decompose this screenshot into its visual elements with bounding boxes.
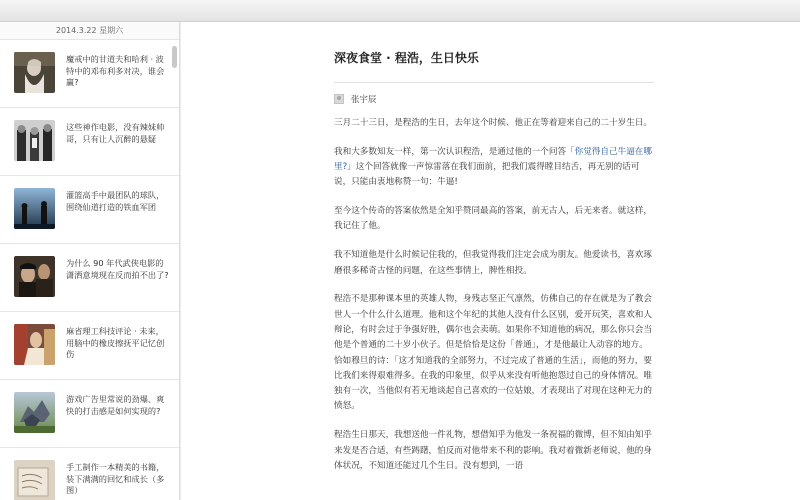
title-divider [334, 82, 654, 83]
article [334, 22, 652, 474]
thumbnail-wuxia [14, 256, 55, 297]
article-list-sidebar [0, 22, 180, 500]
list-item-title: 灌篮高手中最团队的球队，围绕仙道打造的铁血军团 [66, 190, 165, 212]
author-avatar[interactable] [334, 94, 344, 104]
thumbnail-slam-dunk [14, 188, 55, 229]
thumbnail-gandalf [14, 52, 55, 93]
author-row [334, 92, 652, 106]
list-item[interactable] [0, 108, 179, 176]
author-name[interactable]: 张宇辰 [351, 95, 377, 105]
article-pane [181, 22, 800, 500]
list-item[interactable] [0, 176, 179, 244]
list-item-title: 游戏广告里常说的劲爆、爽快的打击感是如何实现的? [66, 394, 165, 416]
article-paragraph [334, 145, 652, 191]
paragraph-text: 我和大多数知友一样，第一次认识程浩，是通过他的一个问答「 [334, 146, 575, 157]
thumbnail-game [14, 392, 55, 433]
paragraph-text: 」这个回答就像一声惊雷落在我们面前，把我们震得瞠目结舌，再无别的话可说，只能由衷地称赞一句：牛逼! [334, 162, 640, 188]
thumbnail-movie-men [14, 120, 55, 161]
article-paragraph: 我不知道他是什么时候记住我的，但我觉得我们注定会成为朋友。他爱读书，喜欢琢磨很多稀奇古怪的问题，在这些事情上，脾性相投。 [334, 250, 652, 276]
article-paragraph: 三月二十三日，是程浩的生日，去年这个时候、他正在等着迎来自己的二十岁生日。 [334, 118, 652, 128]
list-item[interactable] [0, 312, 179, 380]
list-item[interactable] [0, 244, 179, 312]
list-item-title: 这些神作电影，没有辣妹帅哥，只有让人沉醉的悬疑 [66, 122, 165, 144]
list-item-title: 手工制作一本精美的书籍，装下满满的回忆和成长（多图） [66, 462, 165, 495]
list-item-title: 为什么 90 年代武侠电影的潇洒意境现在反而拍不出了? [66, 258, 169, 280]
list-item-title: 魔戒中的甘道夫和哈利 · 波特中的邓布利多对决，谁会赢? [66, 54, 165, 87]
list-item[interactable] [0, 40, 179, 108]
thumbnail-eraser [14, 324, 55, 365]
article-title: 深夜食堂 · 程浩，生日快乐 [334, 51, 479, 65]
list-item[interactable] [0, 380, 179, 448]
date-header: 2014.3.22 星期六 [0, 22, 179, 40]
thumbnail-handmade-book [14, 460, 55, 500]
list-item-title: 麻省理工科技评论 · 未来，用脑中的橡皮擦抚平记忆创伤 [66, 326, 165, 359]
article-paragraph: 程浩生日那天，我想送他一件礼物，想借知乎为他发一条祝福的微博，但不知由知乎来发是否合适，有些踌躇，怕反而对他带来不利的影响。我对着微新老师说，他的身体状况，不知道还能过几个生日。没有想到，一语 [334, 430, 652, 471]
article-paragraph: 至今这个传奇的答案依然是全知乎赞同最高的答案，前无古人，后无来者。就这样，我记住了他。 [334, 206, 652, 232]
window-titlebar [0, 0, 800, 22]
sidebar-scrollbar[interactable] [172, 46, 177, 68]
question-link[interactable]: 你觉得自己牛逼在哪里? [334, 146, 652, 173]
article-paragraph: 程浩不是那种课本里的英雄人物，身残志坚正气凛然，仿佛自己的存在就是为了教会世人一个什么什么道理。他和这个年纪的其他人没有什么区别，爱开玩笑，喜欢和人辩论，有时会过于争强好胜，偶尔也会卖萌。如果你不知道他的病况，那么你只会当他是个普通的二十岁小伙子。但是恰恰是这份「普通」，才是他最让人动容的地方。恰如穆旦的诗：「这才知道我的全部努力，不过完成了普通的生活」，而他的努力，要比我们来得艰难得多。在我的印象里，似乎从来没有听他抱怨过自己的身体情况。唯独有一次，当他似有若无地谈起自己喜欢的一位姑娘，才表现出了对现在这种无力的愤怒。 [334, 294, 652, 412]
list-item[interactable] [0, 448, 179, 500]
